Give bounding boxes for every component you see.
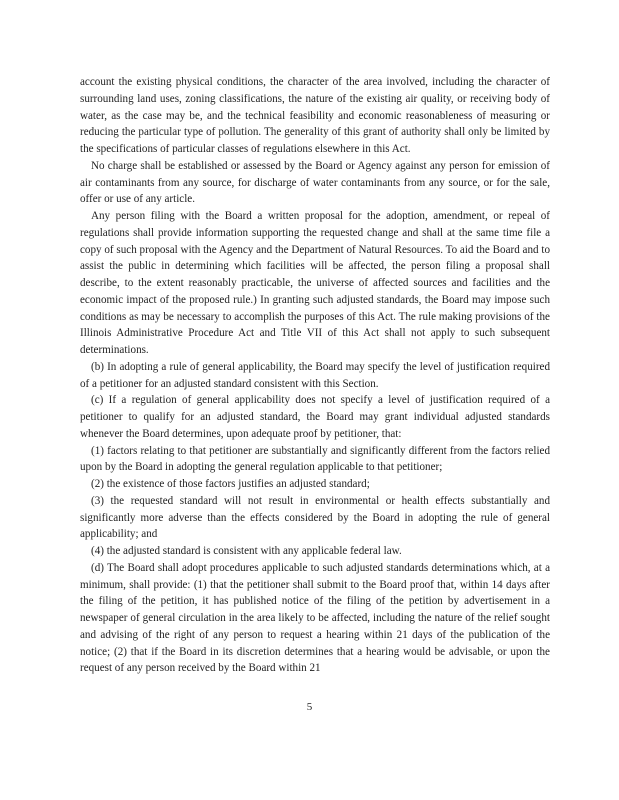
paragraph-no-charge: No charge shall be established or assessed by the Board or Agency against any person for emission of air contaminants from any source, for discharge of water contaminants from any source, or for the sale, offer or use of any article. <box>80 159 550 206</box>
paragraph-c-3: (3) the requested standard will not result in environmental or health effects substantially and significantly more adverse than the effects considered by the Board in adopting the rule of general applicability; and <box>80 494 550 541</box>
paragraph-c-1: (1) factors relating to that petitioner are substantially and significantly different from the factors relied upon by the Board in adopting the general regulation applicable to that petitioner; <box>80 444 550 474</box>
paragraph-d: (d) The Board shall adopt procedures applicable to such adjusted standards determinations which, at a minimum, shall provide: (1) that the petitioner shall submit to the Board proof that, within 14 days after the filing of the petition, it has published notice of the filing of the petition by advertisement in a newspaper of general circulation in the area likely to be affected, including the nature of the relief sought and advising of the right of any person to request a hearing within 21 days of the publication of the notice; (2) that if the Board in its discretion determines that a hearing would be advisable, or upon the request of any person received by the Board within 21 <box>80 561 550 675</box>
paragraph-b: (b) In adopting a rule of general applicability, the Board may specify the level of justification required of a petitioner for an adjusted standard consistent with this Section. <box>80 360 550 390</box>
body-text <box>80 74 550 677</box>
paragraph-continuation: account the existing physical conditions, the character of the area involved, including the character of surrounding land uses, zoning classifications, the nature of the existing air quality, or receiving body of water, as the case may be, and the technical feasibility and economic reasonableness of measuring or reducing the particular type of pollution. The generality of this grant of authority shall only be limited by the specifications of particular classes of regulations elsewhere in this Act. <box>80 76 550 155</box>
page-number: 5 <box>306 701 313 713</box>
paragraph-c-2: (2) the existence of those factors justifies an adjusted standard; <box>91 478 370 490</box>
paragraph-c: (c) If a regulation of general applicability does not specify a level of justification required of a petitioner to qualify for an adjusted standard, the Board may grant individual adjusted standards whenever the Board determines, upon adequate proof by petitioner, that: <box>80 394 550 440</box>
paragraph-c-4: (4) the adjusted standard is consistent with any applicable federal law. <box>91 545 402 557</box>
paragraph-proposal-filing: Any person filing with the Board a written proposal for the adoption, amendment, or repeal of regulations shall provide information supporting the requested change and shall at the same time file a copy of such proposal with the Agency and the Department of Natural Resources. To aid the Board and to assist the public in determining which facilities will be affected, the person filing a proposal shall describe, to the extent reasonably practicable, the universe of affected sources and facilities and the economic impact of the proposed rule.) In granting such adjusted standards, the Board may impose such conditions as may be necessary to accomplish the purposes of this Act. The rule making provisions of the Illinois Administrative Procedure Act and Title VII of this Act shall not apply to such subsequent determinations. <box>80 210 550 356</box>
